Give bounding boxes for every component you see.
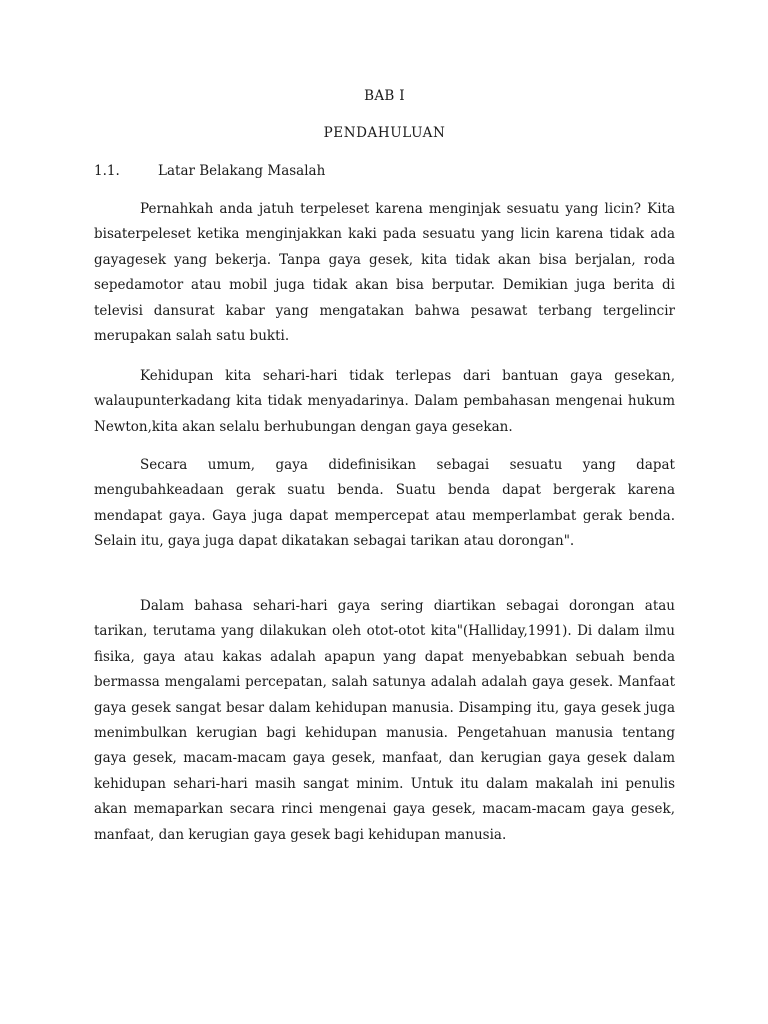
- paragraph: Kehidupan kita sehari-hari tidak terlepas dari bantuan gaya gesekan, walaupunterkadang kita tidak menyadarinya. Dalam pembahasan mengenai hukum Newton,kita akan selalu berhubungan dengan gaya gesekan.: [94, 368, 675, 435]
- chapter-title: PENDAHULUAN: [323, 125, 446, 141]
- document-page: [94, 0, 675, 1024]
- chapter-label: BAB I: [364, 88, 405, 104]
- section-heading: [94, 163, 675, 179]
- section-number: 1.1.: [94, 163, 120, 179]
- paragraph: Dalam bahasa sehari-hari gaya sering diartikan sebagai dorongan atau tarikan, terutama yang dilakukan oleh otot-otot kita"(Halliday,1991). Di dalam ilmu fisika, gaya atau kakas adalah apapun yang dapat menyebabkan sebuah benda bermassa mengalami percepatan, salah satunya adalah adalah gaya gesek. Manfaat gaya gesek sangat besar dalam kehidupan manusia. Disamping itu, gaya gesek juga menimbulkan kerugian bagi kehidupan manusia. Pengetahuan manusia tentang gaya gesek, macam-macam gaya gesek, manfaat, dan kerugian gaya gesek dalam kehidupan sehari-hari masih sangat minim. Untuk itu dalam makalah ini penulis akan memaparkan secara rinci mengenai gaya gesek, macam-macam gaya gesek, manfaat, dan kerugian gaya gesek bagi kehidupan manusia.: [94, 598, 675, 843]
- paragraph: Secara umum, gaya didefinisikan sebagai sesuatu yang dapat mengubahkeadaan gerak suatu benda. Suatu benda dapat bergerak karena mendapat gaya. Gaya juga dapat mempercepat atau memperlambat gerak benda. Selain itu, gaya juga dapat dikatakan sebagai tarikan atau dorongan".: [94, 457, 675, 550]
- paragraph: Pernahkah anda jatuh terpeleset karena menginjak sesuatu yang licin? Kita bisaterpeleset ketika menginjakkan kaki pada sesuatu yang licin karena tidak ada gayagesek yang bekerja. Tanpa gaya gesek, kita tidak akan bisa berjalan, roda sepedamotor atau mobil juga tidak akan bisa berputar. Demikian juga berita di televisi dansurat kabar yang mengatakan bahwa pesawat terbang tergelincir merupakan salah satu bukti.: [94, 201, 675, 345]
- section-title: Latar Belakang Masalah: [158, 163, 326, 179]
